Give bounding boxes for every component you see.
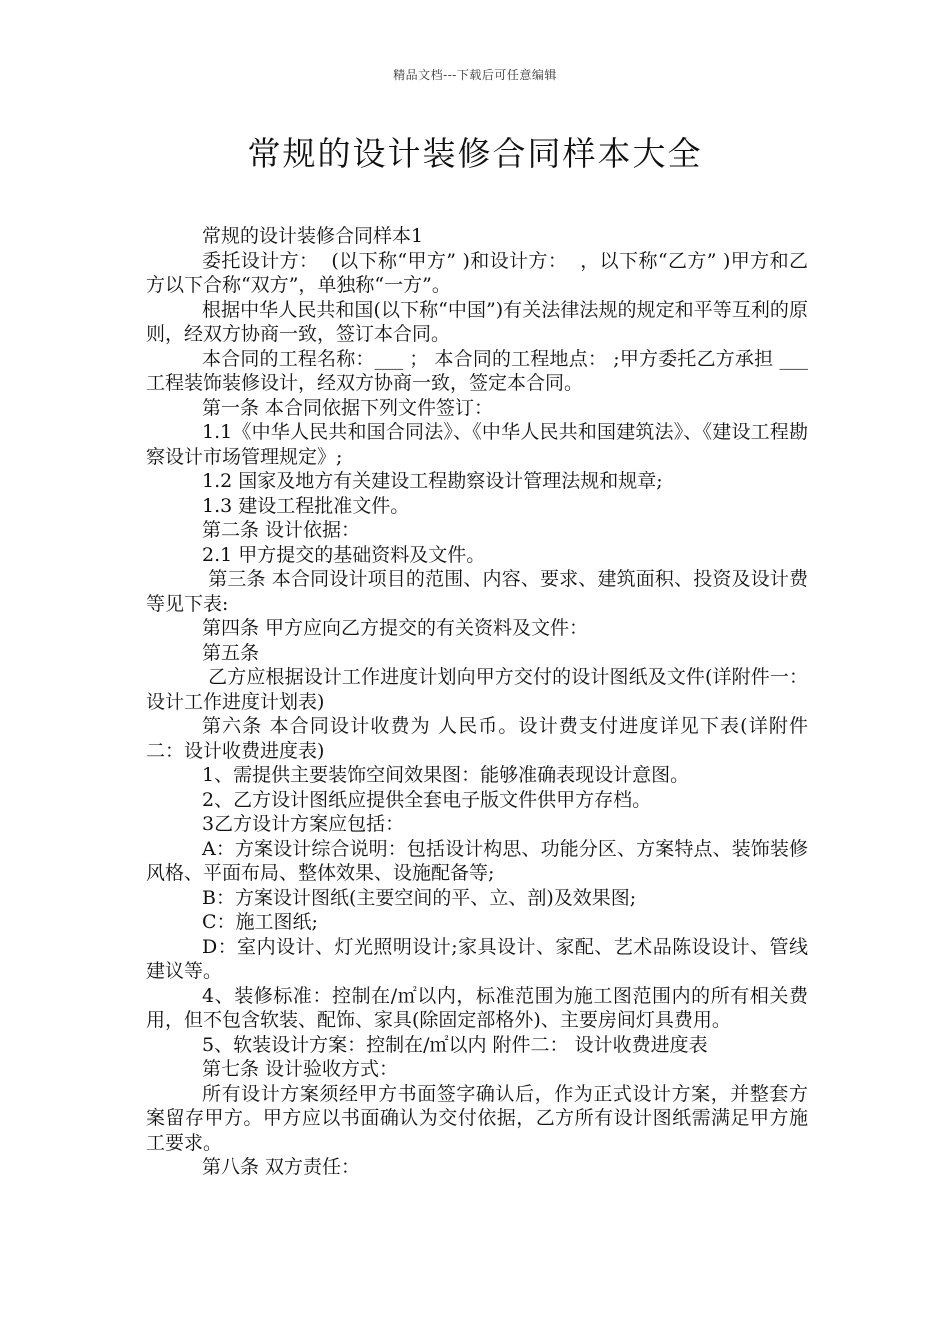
paragraph: C：施工图纸; [202,911,318,933]
paragraph: 3乙方设计方案应包括： [202,813,405,835]
paragraph: 第三条 本合同设计项目的范围、内容、要求、建筑面积、投资及设计费等见下表: [146,568,808,615]
document-title: 常规的设计装修合同样本大全 [247,134,703,173]
paragraph: 1.3 建设工程批准文件。 [202,494,410,517]
paragraph: 1、需提供主要装饰空间效果图：能够准确表现设计意图。 [202,764,690,786]
paragraph: 委托设计方： (以下称“甲方” )和设计方： ，以下称“乙方” )甲方和乙方以下合称“双方”，单独称“一方”。 [146,249,808,296]
paragraph: 根据中华人民共和国(以下称“中国”)有关法律法规的规定和平等互利的原则，经双方协商一致，签订本合同。 [146,298,808,345]
paragraph: D：室内设计、灯光照明设计;家具设计、家配、艺术品陈设设计、管线建议等。 [146,935,808,982]
paragraph: 常规的设计装修合同样本1 [202,225,424,247]
paragraph: 第一条 本合同依据下列文件签订： [202,396,494,419]
paragraph: 1.1《中华人民共和国合同法》、《中华人民共和国建筑法》、《建设工程勘察设计市场管理规定》; [146,421,808,468]
paragraph: 2、乙方设计图纸应提供全套电子版文件供甲方存档。 [202,788,652,811]
header-note: 精品文档---下载后可任意编辑 [393,68,557,82]
paragraph: 乙方应根据设计工作进度计划向甲方交付的设计图纸及文件(详附件一：设计工作进度计划表) [146,666,808,713]
paragraph: 第六条 本合同设计收费为 人民币。设计费支付进度详见下表(详附件二：设计收费进度表) [146,715,808,762]
paragraph: 4、装修标准：控制在/㎡以内，标准范围为施工图范围内的所有相关费用，但不包含软装、配饰、家具(除固定部格外)、主要房间灯具费用。 [146,984,808,1031]
paragraph: 第四条 甲方应向乙方提交的有关资料及文件： [202,617,589,639]
document-body [146,224,808,1180]
paragraph: 第五条 [202,641,260,664]
paragraph: 2.1 甲方提交的基础资料及文件。 [202,543,486,566]
paragraph: B：方案设计图纸(主要空间的平、立、剖)及效果图; [202,886,637,909]
paragraph: 1.2 国家及地方有关建设工程勘察设计管理法规和规章; [202,470,663,492]
paragraph: 第八条 双方责任： [202,1156,361,1178]
paragraph: 第二条 设计依据： [202,519,361,541]
paragraph: A：方案设计综合说明：包括设计构思、功能分区、方案特点、装饰装修风格、平面布局、整体效果、设施配备等; [146,837,808,884]
paragraph: 所有设计方案须经甲方书面签字确认后，作为正式设计方案，并整套方案留存甲方。甲方应以书面确认为交付依据，乙方所有设计图纸需满足甲方施工要求。 [146,1082,808,1154]
paragraph: 本合同的工程名称：___ ； 本合同的工程地点： ;甲方委托乙方承担 ___工程装饰装修设计，经双方协商一致，签定本合同。 [146,347,808,394]
paragraph: 第七条 设计验收方式： [202,1058,399,1080]
paragraph: 5、软装设计方案：控制在/㎡以内 附件二： 设计收费进度表 [202,1033,708,1056]
